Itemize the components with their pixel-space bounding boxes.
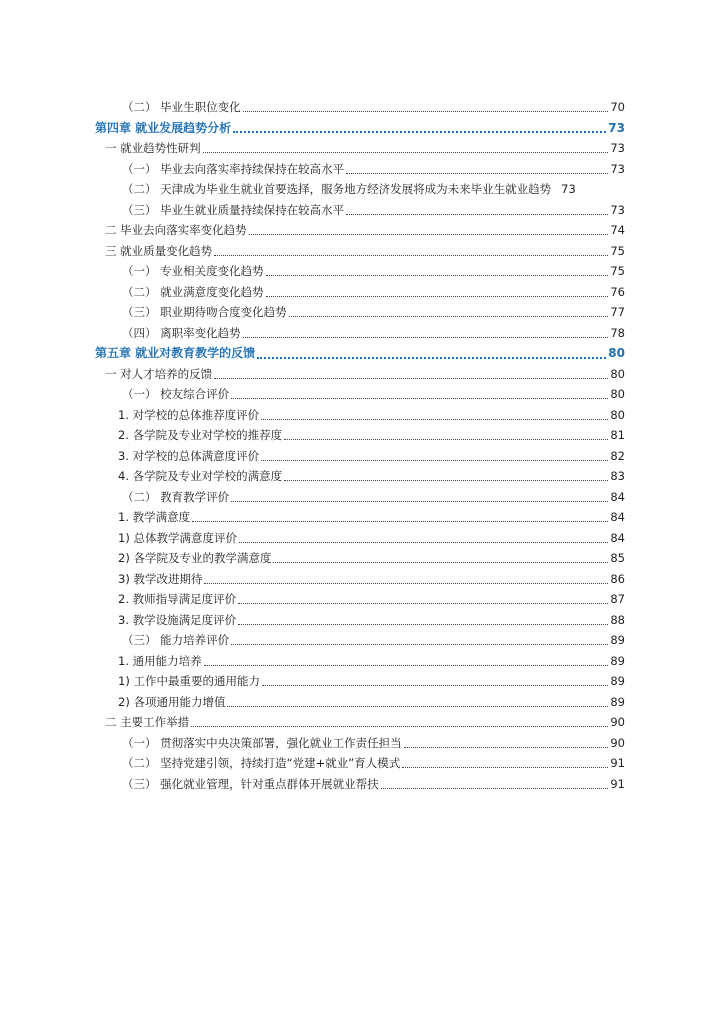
dot-leader	[249, 233, 609, 235]
table-of-contents	[0, 97, 724, 794]
toc-entry[interactable]	[122, 733, 625, 754]
toc-entry-title: （一） 校友综合评价	[122, 387, 230, 401]
toc-page-number: 85	[610, 551, 625, 565]
toc-entry[interactable]	[118, 446, 625, 467]
toc-entry[interactable]	[122, 753, 625, 774]
dot-leader	[553, 193, 559, 194]
toc-page-number: 90	[610, 735, 625, 750]
toc-entry[interactable]	[122, 302, 625, 323]
toc-entry[interactable]	[105, 364, 625, 385]
toc-entry-title: 2. 教师指导满足度评价	[118, 592, 237, 606]
dot-leader	[346, 213, 608, 215]
toc-entry-title: （一） 贯彻落实中央决策部署，强化就业工作责任担当	[122, 735, 402, 750]
toc-page-number: 73	[610, 161, 625, 176]
toc-page-number: 90	[610, 715, 625, 729]
dot-leader	[381, 787, 609, 789]
toc-entry-title: 二 主要工作举措	[105, 715, 190, 729]
toc-entry-title: （三） 职业期待吻合度变化趋势	[122, 305, 287, 319]
dot-leader	[231, 500, 608, 502]
toc-page-number: 76	[610, 284, 625, 299]
toc-page-number: 77	[610, 305, 625, 319]
dot-leader	[266, 295, 609, 297]
toc-chapter-entry[interactable]	[95, 118, 625, 139]
dot-leader	[243, 336, 609, 338]
dot-leader	[261, 459, 608, 461]
toc-entry[interactable]	[118, 425, 625, 446]
toc-entry[interactable]	[118, 671, 625, 692]
toc-page-number: 81	[610, 428, 625, 442]
toc-entry-title: 1. 通用能力培养	[118, 653, 202, 668]
toc-entry[interactable]	[118, 610, 625, 631]
toc-entry[interactable]	[122, 630, 625, 651]
toc-entry-title: 3. 对学校的总体满意度评价	[118, 448, 260, 463]
toc-entry[interactable]	[118, 569, 625, 590]
toc-entry[interactable]	[105, 138, 625, 159]
toc-page-number: 87	[610, 592, 625, 606]
toc-entry-title: （二） 坚持党建引领，持续打造“党建+就业”育人模式	[122, 756, 401, 770]
toc-entry-title: （一） 毕业去向落实率持续保持在较高水平	[122, 161, 345, 176]
dot-leader	[266, 274, 609, 276]
toc-page-number: 73	[608, 120, 625, 135]
toc-page-number: 89	[610, 674, 625, 688]
toc-entry-title: （三） 能力培养评价	[122, 633, 230, 647]
toc-entry-title: 1. 对学校的总体推荐度评价	[118, 407, 260, 422]
toc-entry-title: 二 毕业去向落实率变化趋势	[105, 223, 247, 237]
toc-entry-title: 2) 各学院及专业的教学满意度	[118, 551, 272, 565]
toc-page-number: 86	[610, 571, 625, 586]
dot-leader	[233, 130, 606, 133]
toc-page-number: 78	[610, 325, 625, 340]
toc-entry-title: （三） 强化就业管理，针对重点群体开展就业帮扶	[122, 776, 379, 791]
dot-leader	[204, 582, 608, 584]
dot-leader	[238, 623, 608, 625]
dot-leader	[214, 377, 608, 379]
toc-page-number: 73	[610, 141, 625, 155]
toc-entry-title: （二） 毕业生职位变化	[122, 100, 241, 114]
toc-entry[interactable]	[122, 200, 625, 221]
toc-entry-title: （二） 教育教学评价	[122, 489, 230, 504]
dot-leader	[402, 766, 608, 768]
toc-entry[interactable]	[122, 97, 625, 118]
toc-page-number: 89	[610, 633, 625, 647]
dot-leader	[214, 254, 608, 256]
toc-page-number: 84	[610, 530, 625, 545]
toc-page-number: 89	[610, 694, 625, 709]
dot-leader	[284, 438, 608, 440]
toc-entry[interactable]	[122, 487, 625, 508]
toc-page-number: 73	[610, 202, 625, 217]
toc-page-number: 82	[610, 448, 625, 463]
toc-entry-title: 第四章 就业发展趋势分析	[95, 120, 232, 135]
toc-entry-title: 2. 各学院及专业对学校的推荐度	[118, 428, 283, 442]
dot-leader	[192, 520, 608, 522]
dot-leader	[231, 643, 608, 645]
toc-entry[interactable]	[122, 159, 625, 180]
toc-page-number: 80	[610, 366, 625, 381]
toc-entry[interactable]	[122, 179, 625, 200]
toc-entry[interactable]	[122, 323, 625, 344]
dot-leader	[261, 418, 608, 420]
toc-entry-title: 一 对人才培养的反馈	[105, 366, 213, 381]
dot-leader	[203, 151, 609, 153]
toc-entry-title: 三 就业质量变化趋势	[105, 243, 213, 258]
toc-entry-title: （三） 毕业生就业质量持续保持在较高水平	[122, 202, 345, 217]
toc-chapter-entry[interactable]	[95, 343, 625, 364]
toc-entry[interactable]	[105, 241, 625, 262]
dot-leader	[239, 541, 608, 543]
toc-entry-title: 第五章 就业对教育教学的反馈	[95, 346, 256, 360]
toc-entry-title: 1) 总体教学满意度评价	[118, 530, 237, 545]
toc-page-number: 75	[610, 264, 625, 278]
dot-leader	[346, 172, 608, 174]
toc-page-number: 84	[610, 510, 625, 524]
toc-entry[interactable]	[122, 261, 625, 282]
toc-page-number: 80	[608, 346, 625, 360]
toc-page-number: 91	[610, 776, 625, 791]
toc-entry-title: （一） 专业相关度变化趋势	[122, 264, 264, 278]
toc-page-number: 91	[610, 756, 625, 770]
dot-leader	[262, 684, 608, 686]
toc-entry-title: 1. 教学满意度	[118, 510, 191, 524]
dot-leader	[204, 664, 609, 666]
toc-entry-title: 2) 各项通用能力增值	[118, 694, 226, 709]
toc-entry-title: 4. 各学院及专业对学校的满意度	[118, 469, 283, 483]
toc-page-number: 73	[561, 182, 576, 196]
toc-entry-title: （二） 天津成为毕业生就业首要选择，服务地方经济发展将成为未来毕业生就业趋势	[122, 182, 552, 196]
dot-leader	[238, 602, 608, 604]
toc-entry[interactable]	[118, 589, 625, 610]
dot-leader	[404, 746, 609, 748]
toc-entry-title: 3. 教学设施满足度评价	[118, 612, 237, 627]
toc-entry-title: （四） 离职率变化趋势	[122, 325, 241, 340]
toc-page-number: 74	[610, 223, 625, 237]
toc-entry[interactable]	[122, 774, 625, 795]
toc-entry[interactable]	[118, 466, 625, 487]
toc-entry[interactable]	[118, 507, 625, 528]
toc-page-number: 70	[610, 100, 625, 114]
toc-entry[interactable]	[118, 692, 625, 713]
dot-leader	[227, 705, 608, 707]
toc-page-number: 84	[610, 489, 625, 504]
toc-page-number: 83	[610, 469, 625, 483]
toc-entry[interactable]	[118, 651, 625, 672]
toc-entry[interactable]	[122, 384, 625, 405]
toc-page-number: 80	[610, 387, 625, 401]
dot-leader	[284, 479, 608, 481]
dot-leader	[273, 561, 608, 563]
toc-entry[interactable]	[118, 528, 625, 549]
toc-entry[interactable]	[122, 282, 625, 303]
toc-page-number: 75	[610, 243, 625, 258]
dot-leader	[243, 110, 609, 112]
toc-page-number: 88	[610, 612, 625, 627]
toc-entry[interactable]	[105, 712, 625, 733]
toc-entry[interactable]	[118, 405, 625, 426]
dot-leader	[289, 315, 609, 317]
dot-leader	[257, 356, 606, 359]
toc-page-number: 80	[610, 407, 625, 422]
toc-entry[interactable]	[105, 220, 625, 241]
dot-leader	[231, 397, 608, 399]
toc-entry[interactable]	[118, 548, 625, 569]
toc-entry-title: 3) 教学改进期待	[118, 571, 203, 586]
toc-entry-title: 1) 工作中最重要的通用能力	[118, 674, 260, 688]
dot-leader	[191, 725, 608, 727]
toc-entry-title: 一 就业趋势性研判	[105, 141, 201, 155]
toc-page-number: 89	[610, 653, 625, 668]
toc-entry-title: （二） 就业满意度变化趋势	[122, 284, 264, 299]
